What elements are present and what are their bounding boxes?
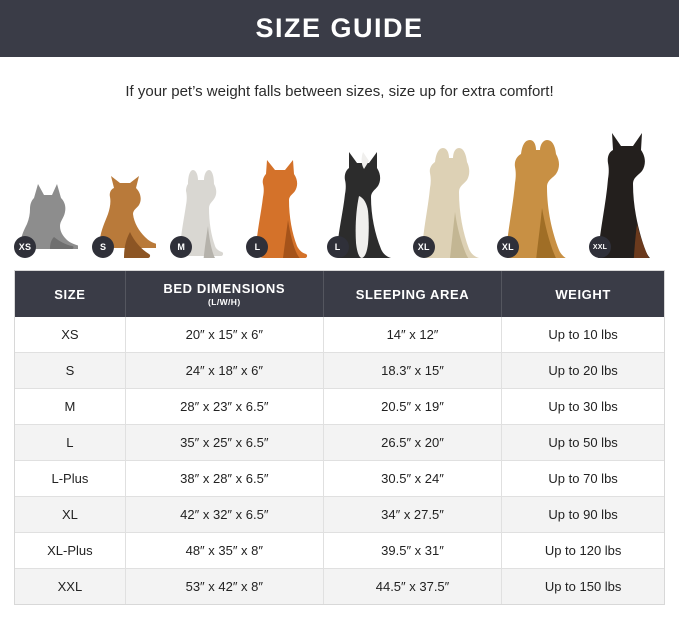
table-row bbox=[15, 497, 664, 533]
cell-size: XL bbox=[15, 497, 125, 533]
table-row bbox=[15, 389, 664, 425]
pet-badge-l1: L bbox=[246, 236, 268, 258]
pet-badge-xxl: XXL bbox=[589, 236, 611, 258]
pet-figure-xxl bbox=[589, 132, 665, 258]
cell-bed-dimensions: 48″ x 35″ x 8″ bbox=[125, 533, 323, 569]
cell-bed-dimensions: 38″ x 28″ x 6.5″ bbox=[125, 461, 323, 497]
cell-weight: Up to 10 lbs bbox=[502, 317, 664, 353]
cell-sleeping-area: 44.5″ x 37.5″ bbox=[323, 569, 501, 605]
cell-bed-dimensions: 42″ x 32″ x 6.5″ bbox=[125, 497, 323, 533]
pet-figure-l2 bbox=[327, 150, 399, 258]
table-header-row bbox=[15, 271, 664, 317]
column-header-bed-dimensions: BED DIMENSIONS (L/W/H) bbox=[125, 271, 323, 317]
cell-sleeping-area: 26.5″ x 20″ bbox=[323, 425, 501, 461]
cell-weight: Up to 20 lbs bbox=[502, 353, 664, 389]
pet-badge-l2: L bbox=[327, 236, 349, 258]
cell-weight: Up to 90 lbs bbox=[502, 497, 664, 533]
cell-weight: Up to 70 lbs bbox=[502, 461, 664, 497]
table-row bbox=[15, 533, 664, 569]
pet-figure-m bbox=[170, 168, 232, 258]
pet-silhouette-row bbox=[0, 118, 679, 258]
subtitle-text: If your pet’s weight falls between sizes, size up for extra comfort! bbox=[125, 83, 554, 100]
table-row bbox=[15, 317, 664, 353]
cell-sleeping-area: 20.5″ x 19″ bbox=[323, 389, 501, 425]
cell-weight: Up to 30 lbs bbox=[502, 389, 664, 425]
table-row bbox=[15, 353, 664, 389]
cell-sleeping-area: 18.3″ x 15″ bbox=[323, 353, 501, 389]
table-body bbox=[15, 317, 664, 604]
column-header-size: SIZE bbox=[15, 271, 125, 317]
cell-sleeping-area: 30.5″ x 24″ bbox=[323, 461, 501, 497]
pet-badge-m: M bbox=[170, 236, 192, 258]
column-header-bed-dimensions-sub: (L/W/H) bbox=[208, 297, 241, 307]
table-head bbox=[15, 271, 664, 317]
pet-figure-xl2 bbox=[497, 138, 575, 258]
cell-size: L-Plus bbox=[15, 461, 125, 497]
size-table-container bbox=[14, 270, 665, 605]
table-row bbox=[15, 425, 664, 461]
cell-size: L bbox=[15, 425, 125, 461]
pet-badge-xl1: XL bbox=[413, 236, 435, 258]
pet-figure-s bbox=[92, 174, 156, 258]
pet-badge-xs: XS bbox=[14, 236, 36, 258]
column-header-sleeping-area: SLEEPING AREA bbox=[323, 271, 501, 317]
cell-bed-dimensions: 35″ x 25″ x 6.5″ bbox=[125, 425, 323, 461]
cell-weight: Up to 120 lbs bbox=[502, 533, 664, 569]
page-title: SIZE GUIDE bbox=[255, 13, 424, 43]
cell-size: S bbox=[15, 353, 125, 389]
table-row bbox=[15, 569, 664, 605]
cell-sleeping-area: 34″ x 27.5″ bbox=[323, 497, 501, 533]
table-row bbox=[15, 461, 664, 497]
column-header-weight: WEIGHT bbox=[502, 271, 664, 317]
cell-weight: Up to 50 lbs bbox=[502, 425, 664, 461]
cell-sleeping-area: 14″ x 12″ bbox=[323, 317, 501, 353]
cell-bed-dimensions: 53″ x 42″ x 8″ bbox=[125, 569, 323, 605]
pet-badge-s: S bbox=[92, 236, 114, 258]
cell-sleeping-area: 39.5″ x 31″ bbox=[323, 533, 501, 569]
cell-weight: Up to 150 lbs bbox=[502, 569, 664, 605]
size-table bbox=[15, 271, 664, 604]
cell-size: M bbox=[15, 389, 125, 425]
cell-bed-dimensions: 20″ x 15″ x 6″ bbox=[125, 317, 323, 353]
pet-badge-xl2: XL bbox=[497, 236, 519, 258]
cell-size: XL-Plus bbox=[15, 533, 125, 569]
cell-bed-dimensions: 28″ x 23″ x 6.5″ bbox=[125, 389, 323, 425]
pet-figure-xs bbox=[14, 182, 78, 258]
cell-bed-dimensions: 24″ x 18″ x 6″ bbox=[125, 353, 323, 389]
cell-size: XS bbox=[15, 317, 125, 353]
pet-figure-l1 bbox=[246, 158, 312, 258]
page-header bbox=[0, 0, 679, 57]
cell-size: XXL bbox=[15, 569, 125, 605]
pet-figure-xl1 bbox=[413, 146, 483, 258]
